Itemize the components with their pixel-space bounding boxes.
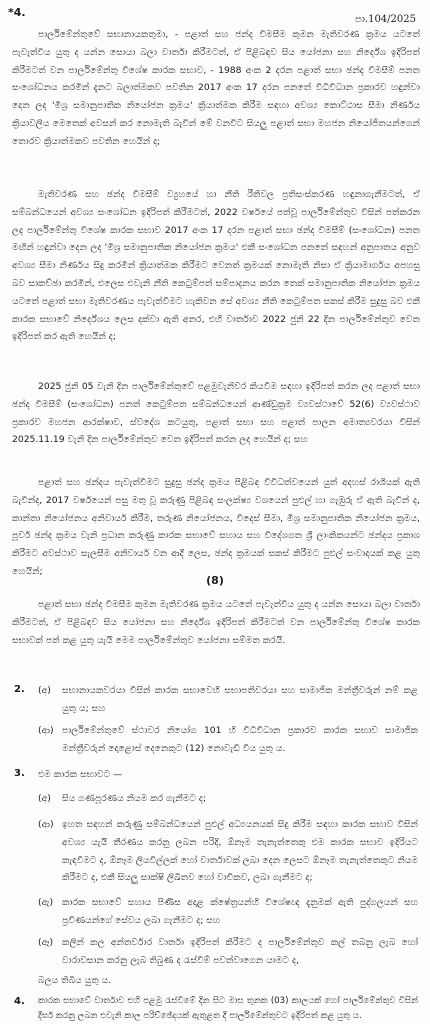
item-4-text: කාරක සභාවේ වාර්තාව එහි පළමු රැස්වීමේ දින සිට මාස තුනක (03) කාලයක් හෝ පාර්ලිමේන්තුව විසින් දීර්ඝ කරනු ලබන එවැනි කාල පරිච්ඡේදයක් ඇතුළත දී පාර්ලිමේන්තුවට ඉදිරිපත් කළ යුතු ය. xyxy=(38,996,418,1021)
item-3d-label: (ඈ) xyxy=(38,937,54,948)
item-2b-label: (ආ) xyxy=(38,725,54,736)
paragraph-2: මැතිවරණ සහ ඡන්ද විමසීම් ව්‍යුහයේ හා නීති රීතිවල ප්‍රතිසංස්කරණ හඳුනාගැනීමටත්, ඒ සම්බන්ධයෙන් අවශ්‍ය සංශෝධන ඉදිරිපත් කිරීමටත්, 2022 වර්ෂයේ පත්වූ පාර්ලිමේන්තුව විසින් පත්කරන ලද පාර්ලිමේන්තු විශේෂ කාරක සභාව 2017 අංක 17 දරන පළාත් සභා ඡන්ද විමසීම් (සංශෝධන) පනත මඟින් හඳුන්වා දෙන ලද 'මිශ්‍ර සමානුපාතික නියෝජන ක්‍රමය' එකී සංශෝධන පනතේ සඳහන් අනුපාතය අනුව අවශ්‍ය සීමා නිර්ණය සිදු කරමින් ක්‍රියාත්මක කිරීමට වෙනත් ක්‍රමයක් නොමැති නිසා ඒ ක්‍රියාමාර්ගය අපහසු බව සාකච්ඡා කරමින්, එලෙස එවැනි නීති කෙටුම්පත් සම්පාදනය කරන තෙක් සමානුපාතික නියෝජන ක්‍රමය යටතේ පළාත් සභා මැතිවරණය පැවැත්වීමට හැකිවන සේ අවශ්‍ය නීති කෙටුම්පත සකස් කිරීම සුදුසු බව එකී කාරක සභාවේ නිර්දේශය ලෙස දක්වා ඇති අතර, එහි වාර්තාව 2022 ජුනි 22 දින පාර්ලිමේන්තුව වෙත ඉදිරිපත් කර ඇති හෙයින් ද; xyxy=(12,189,420,343)
item-2a-label: (අ) xyxy=(38,685,51,696)
reference-number: පා.104/2025 xyxy=(354,14,416,25)
item-3d-text: කලින් කල අන්තර්වාර වාර්තා ඉදිරිපත් කිරීමට ද පාර්ලිමේන්තුව කල් තබනු ලැබ හෝ වාරාවසාන කරනු ලැබ තිබුණ ද රැස්වීම් පවත්වාගෙන යාමට ද, xyxy=(62,937,418,966)
item-3-head: එම කාරක සභාවට — xyxy=(38,769,123,780)
item-3c xyxy=(38,894,418,928)
item-3a-label: (අ) xyxy=(38,793,51,804)
item-3c-label: (ඇ) xyxy=(38,897,54,908)
item-3b-label: (ආ) xyxy=(38,819,54,830)
item-4-number: 4. xyxy=(14,996,25,1007)
item-3-number: 3. xyxy=(14,768,25,779)
item-2a-text: සභානායකවරයා විසින් කාරක සභාවෙහි සභාපතිවරයා සහ සාමාජික මන්ත්‍රීවරුන් නම් කළ යුතු ය; සහ xyxy=(62,685,418,714)
asterisk-number: *4. xyxy=(8,6,26,19)
item-3d xyxy=(38,934,418,968)
item-3b xyxy=(38,816,418,888)
section-number: (8) xyxy=(206,574,224,587)
item-2b xyxy=(38,722,418,756)
paragraph-3: 2025 ජුනි 05 වැනි දින පාර්ලිමේන්තුවේ පළමුවැනිවර කියවීම සඳහා ඉදිරිපත් කරන ලද පළාත් සභා ඡන්ද විමසීම් (සංශෝධන) පනත් කෙටුම්පත සම්බන්ධයෙන් ආණ්ඩුක්‍රම ව්‍යවස්ථාවේ 52(6) ව්‍යවස්ථාව ප්‍රකාරව මහජන ආරක්ෂාව, ස්වදේශ කටයුතු, පළාත් සභා සහ පළාත් පාලන අමාත්‍යවරයා විසින් 2025.11.19 වැනි දින පාර්ලිමේන්තුව වෙත ඉදිරිපත් කරන ලද හෙයින් ද; සහ xyxy=(12,381,420,446)
item-3c-text: කාරක සභාවේ සහාය පිණිස අදාළ ක්ෂේත්‍රයන්හි විශේෂඥ දැනුමක් ඇති පුද්ගලයන් සහ ප්‍රවීණයන්ගේ සේවය ලබා ගැනීමට ද; සහ xyxy=(62,897,418,926)
item-3a xyxy=(38,790,418,808)
paragraph-4: පළාත් සහ ඡන්දය පැවැත්වීමට සුදුසු ඡන්ද ක්‍රමය පිළිබඳ විවිධත්වයෙන් යුත් අදහස් රාශියක් ඇති බැවින්ද, 2017 වර්ෂයෙන් පසු මතු වූ කරුණු පිළිබඳ සංලක්ෂ්‍ය වශයෙන් පුළුල් හා ගැඹුරු ඒ ඇති බැවින් ද, කාන්තා නියෝජනය අනිවාර්ය කිරීම, තරුණ නියෝජනය, විදෙස් සීමා, මිශ්‍ර සමානුපාතික නියෝජන ක්‍රමය, පූර්ව ඡන්ද ක්‍රමය වැනි ප්‍රධාන කරුණු කාරක සභාවේ සහාය සහ විදේශගත ශ්‍රී ලාංකිකයන්ට ඡන්දය ප්‍රකාශ කිරීමට අවස්ථාව සැලසීම අනිවාර්ය වන ආදී ලෙස, ඡන්ද ක්‍රමයක් සකස් කිරීමට පුළුල් සංවාදයක් කළ යුතු හෙයින්; xyxy=(12,477,420,577)
item-2-number: 2. xyxy=(14,684,25,695)
item-3b-text: ඉහත සඳහන් කරුණු සම්බන්ධයෙන් පුළුල් අධ්‍යයනයක් සිදු කිරීම සඳහා කාරක සභාව විසින් අවශ්‍ය යැයි තීරණය කරනු ලබන පරිදි, ඕනෑම තැනැත්තෙකු එම කාරක සභාව ඉදිරියට කැඳවීමට ද, ඕනෑම ලියවිල්ලක් හෝ වාර්තාවක් ලබා දෙන ලෙසට ඕනෑම තැනැත්තෙකුට නියම කිරීමට ද, එකී සියලු සාක්ෂි ලිඛිතව හෝ වාචිකව, ලබා ගැනීමට ද; xyxy=(62,819,418,884)
item-2a xyxy=(38,682,418,716)
item-3-tail: බලය තිබිය යුතු ය. xyxy=(38,975,112,986)
item-3a-text: සිය ගණපූරණය නියම කර ගැනීමට ද; xyxy=(62,793,207,804)
item-2b-text: පාර්ලිමේන්තුවේ ස්ථාවර නියෝග 101 හි විධිවිධාන ප්‍රකාරව කාරක සභාව සාමාජික මන්ත්‍රීවරුන් දොළොස් දෙනෙකුට (12) නොවැඩි විය යුතු ය. xyxy=(62,725,418,754)
resolution-intro: පළාත් සභා ඡන්ද විමසීම කුමන මැතිවරණ ක්‍රමය යටතේ පැවැත්විය යුතු ද යන්න සොයා බලා වාර්තා කිරීමටත්, ඒ පිළිබඳව සිය යෝජනා සහ නිර්දේශ ඉදිරිපත් කිරීමටත් වන පාර්ලිමේන්තු විශේෂ කාරක සභාවක් පත් කළ යුතු යැයි මෙම පාර්ලිමේන්තුව යෝජනා සම්මත කරයි. xyxy=(12,599,420,646)
paragraph-1: පාර්ලිමේන්තුවේ සභානායකතුමා, - පළාත් සහ ජන්ද විමසීම කුමන මැතිවරණ ක්‍රමය යටතේ පැවැත්විය යුතු ද යන්න සොයා බලා වාර්තා කිරීමටත්, ඒ පිළිබඳව සිය යෝජනා සහ නිර්දේශ ඉදිරිපත් කිරීමටත් වන පාර්ලිමේන්තු විශේෂ කාරක සභාව, - 1988 අංක 2 දරන පළාත් සභා ඡන්ද විමසීම් පනත සංශෝධනය කරමින් දැනට බලාත්මකව පවතින 2017 අංක 17 දරන පනතේ විධිවිධාන ප්‍රකාරව හඳුන්වා දෙන ලද 'මිශ්‍ර සමානුපාතික නියෝජන ක්‍රමය' ක්‍රියාත්මක කිරීම සඳහා අවශ්‍ය කොට්ඨාස සීමා නිර්ණය ක්‍රියාවලිය මෙතෙක් අවසන් කර නොමැති බැවින් මේ වනවිට සියලු පළාත් සභා මහජන නියෝජිතයන්ගෙන් තොරව ක්‍රියාත්මකව පවතින හෙයින් ද; xyxy=(12,29,420,147)
